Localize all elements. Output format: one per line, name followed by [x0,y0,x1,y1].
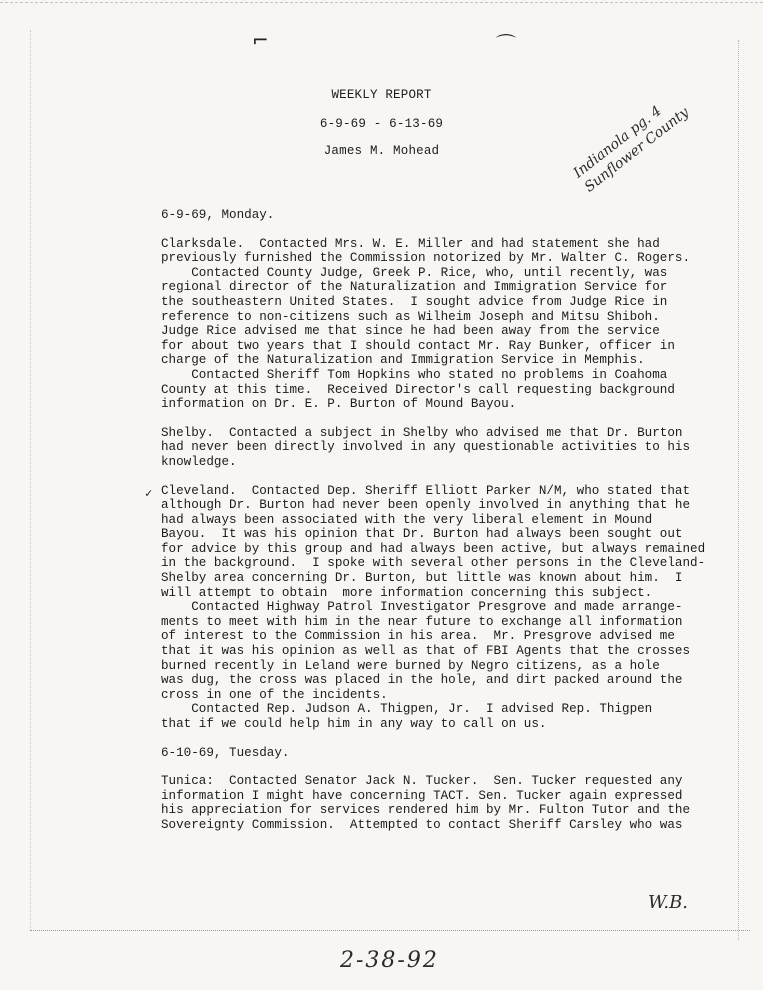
text-line: although Dr. Burton had never been openly involved in anything that he [161,498,691,513]
text-line: Bayou. It was his opinion that Dr. Burton had always been sought out [161,527,683,542]
text-line: charge of the Naturalization and Immigration Service in Memphis. [161,353,645,368]
text-line: Contacted Rep. Judson A. Thigpen, Jr. I advised Rep. Thigpen [161,702,653,717]
text-line: in the background. I spoke with several other persons in the Cleveland- [161,556,706,571]
text-line: Contacted County Judge, Greek P. Rice, who, until recently, was [161,265,668,280]
text-line: Contacted Sheriff Tom Hopkins who stated no problems in Coahoma [161,367,668,382]
document-number: 2-38-92 [340,948,439,973]
text-line: 6-9-69, Monday. [161,208,275,222]
margin-check-mark: ✓ [145,487,153,501]
text-line: that if we could help him in any way to call on us. [161,717,547,731]
text-line: cross in one of the incidents. [161,687,388,702]
blank-line [161,412,661,426]
text-line: regional director of the Naturalization and Immigration Service for [161,280,668,295]
text-line: Cleveland. Contacted Dep. Sheriff Elliott Parker N/M, who stated that [161,483,691,498]
report-author: James M. Mohead [323,144,440,158]
blank-line [161,732,661,746]
scan-bottom-edge [30,930,750,931]
text-line: Shelby. Contacted a subject in Shelby who advised me that Dr. Burton [161,425,683,440]
text-line: ments to meet with him in the near future to exchange all information [161,614,683,629]
text-line: the southeastern United States. I sought advice from Judge Rice in [161,294,668,309]
blank-line [161,470,661,484]
text-line: had never been directly involved in any questionable activities to his [161,440,691,455]
text-line: Contacted Highway Patrol Investigator Presgrove and made arrange- [161,600,683,615]
text-line: Judge Rice advised me that since he had been away from the service [161,324,660,339]
text-line: for about two years that I should contact Mr. Ray Bunker, officer in [161,338,675,353]
report-title: WEEKLY REPORT [331,88,432,102]
text-line: had always been associated with the very liberal element in Mound [161,512,653,527]
scan-left-edge [30,30,33,930]
handwritten-initials: W.B. [648,892,689,913]
text-line: for advice by this group and had always been active, but always remained [161,541,706,556]
text-line: knowledge. [161,454,237,469]
text-line: was dug, the cross was placed in the hole, and dirt packed around the [161,673,683,688]
text-line: County at this time. Received Director's call requesting background [161,382,675,397]
scan-right-edge [738,40,757,940]
report-body [161,208,706,833]
text-line: Sovereignty Commission. Attempted to contact Sheriff Carsley who was [161,817,683,832]
text-line: information I might have concerning TACT. Sen. Tucker again expressed [161,788,683,803]
blank-line [161,223,661,237]
text-line: Tunica: Contacted Senator Jack N. Tucker. Sen. Tucker requested any [161,774,683,789]
text-line: that it was his opinion as well as that of FBI Agents that the crosses [161,644,691,659]
text-line: reference to non-citizens such as Wilheim Joseph and Mitsu Shiboh. [161,309,660,324]
text-line: 6-10-69, Tuesday. [161,745,290,760]
text-line: his appreciation for services rendered him by Mr. Fulton Tutor and the [161,803,691,818]
text-line: Shelby area concerning Dr. Burton, but little was known about him. I [161,571,683,586]
text-line: previously furnished the Commission notorized by Mr. Walter C. Rogers. [161,251,691,266]
report-date-range: 6-9-69 - 6-13-69 [319,117,444,131]
text-line: burned recently in Leland were burned by Negro citizens, as a hole [161,658,660,673]
scan-top-edge [0,2,763,3]
text-line: information on Dr. E. P. Burton of Mound Bayou. [161,397,517,412]
blank-line [161,760,661,774]
handwritten-annotation: Indianola pg. 4 Sunflower County [570,103,693,196]
text-line: of interest to the Commission in his area. Mr. Presgrove advised me [161,629,675,644]
text-line: Clarksdale. Contacted Mrs. W. E. Miller and had statement she had [161,236,660,251]
text-line: will attempt to obtain more information concerning this subject. [161,585,653,600]
scan-mark-right: ⌒ [496,32,516,56]
scan-mark-left: ⌐ [252,28,269,52]
